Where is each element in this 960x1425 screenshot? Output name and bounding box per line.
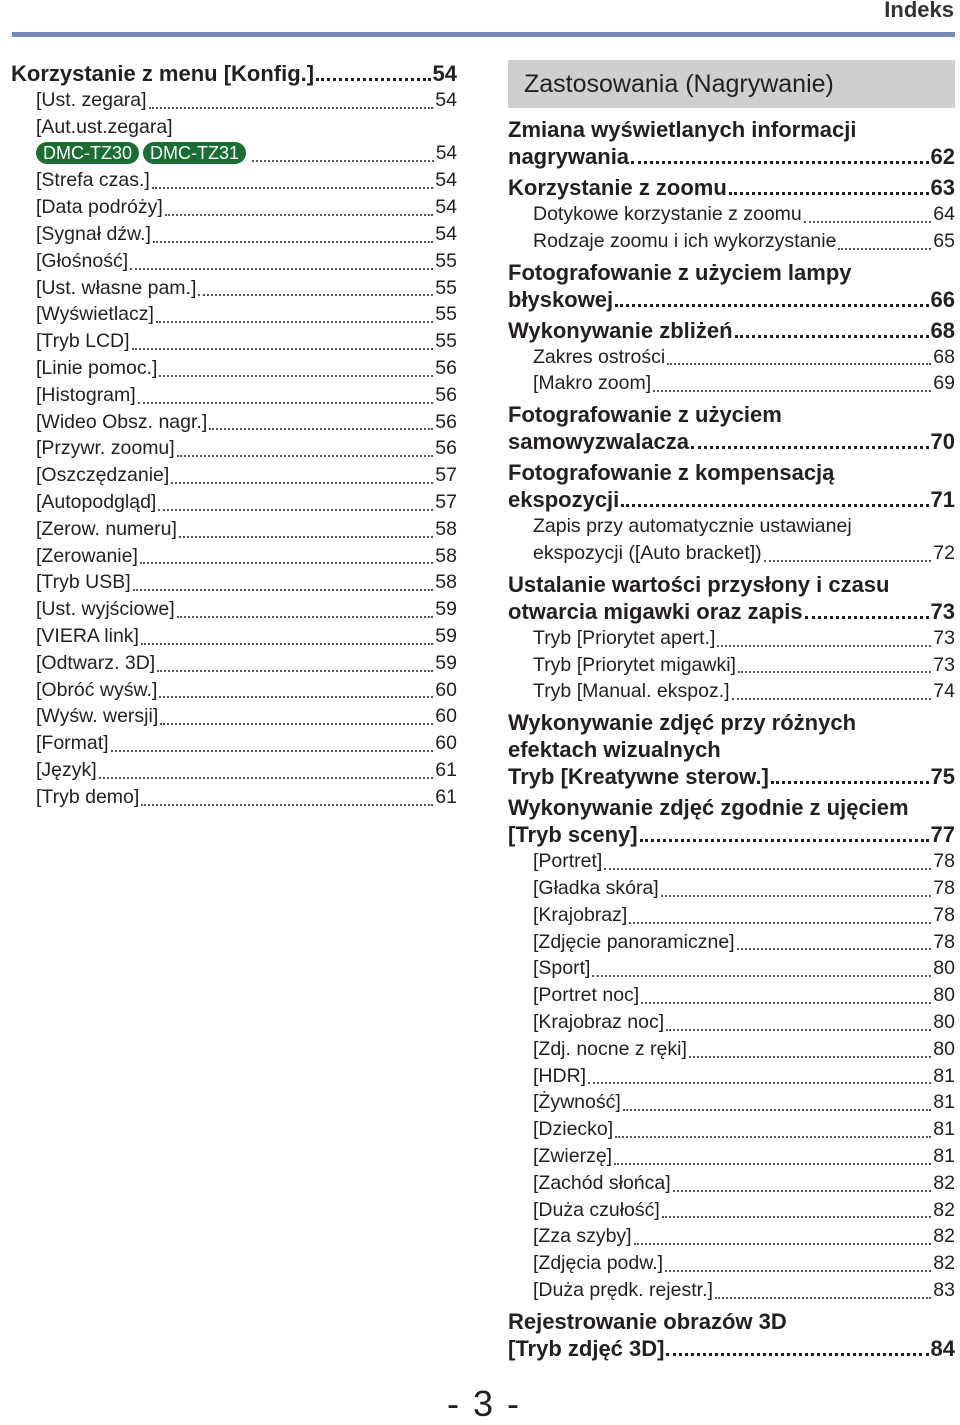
leader-dots — [737, 948, 932, 950]
toc-entry[interactable]: [Format] 60 — [36, 732, 457, 755]
leader-dots — [764, 560, 932, 562]
toc-entry[interactable]: [Zdjęcie panoramiczne] 78 — [533, 930, 955, 953]
leader-dots — [631, 161, 928, 164]
leader-dots — [667, 363, 931, 365]
toc-entry[interactable]: [Linie pomoc.] 56 — [36, 356, 457, 379]
toc-entry[interactable]: [Wyśw. wersji] 60 — [36, 705, 457, 728]
toc-entry[interactable]: [Portret] 78 — [533, 850, 955, 873]
section-header: Zastosowania (Nagrywanie) — [508, 60, 955, 108]
toc-entry-aperture-shutter[interactable]: otwarcia migawki oraz zapis 73 — [508, 598, 955, 624]
toc-entry[interactable]: [Ust. własne pam.] 55 — [36, 276, 457, 299]
leader-dots — [653, 390, 931, 392]
leader-dots — [177, 616, 434, 618]
toc-entry[interactable]: [Dziecko] 81 — [533, 1118, 955, 1141]
leader-dots — [159, 696, 433, 698]
toc-entry[interactable]: [Zdjęcia podw.] 82 — [533, 1252, 955, 1275]
toc-entry[interactable]: [Przywr. zoomu] 56 — [36, 437, 457, 460]
toc-entry[interactable]: [Autopodgląd] 57 — [36, 490, 457, 513]
toc-entry[interactable]: [Zza szyby] 82 — [533, 1225, 955, 1248]
leader-dots — [130, 268, 433, 270]
leader-dots — [666, 1029, 931, 1031]
leader-dots — [158, 509, 433, 511]
leader-dots — [588, 1082, 931, 1084]
leader-dots — [804, 221, 932, 223]
toc-entry-exposure-comp[interactable]: ekspozycji 71 — [508, 487, 955, 513]
leader-dots — [715, 1297, 931, 1299]
leader-dots — [640, 839, 929, 842]
toc-entry[interactable]: Tryb [Priorytet migawki] 73 — [533, 653, 955, 676]
leader-dots — [592, 975, 931, 977]
leader-dots — [771, 781, 929, 784]
toc-subentry-auto-bracket[interactable]: ekspozycji ([Auto bracket]) 72 — [533, 541, 955, 564]
leader-dots — [735, 335, 929, 338]
toc-entry[interactable]: [Gładka skóra] 78 — [533, 876, 955, 899]
toc-entry-line: Rejestrowanie obrazów 3D — [508, 1308, 787, 1334]
toc-entry[interactable]: [Duża prędk. rejestr.] 83 — [533, 1278, 955, 1301]
toc-entry-konfig-menu[interactable]: Korzystanie z menu [Konfig.] 54 — [11, 61, 457, 86]
toc-entry[interactable]: [Portret noc] 80 — [533, 984, 955, 1007]
page-number: - 3 - — [447, 1383, 522, 1424]
leader-dots — [153, 241, 433, 243]
leader-dots — [615, 1136, 931, 1138]
toc-entry[interactable]: [Tryb USB] 58 — [36, 571, 457, 594]
toc-entry[interactable]: Zakres ostrości 68 — [533, 345, 955, 368]
leader-dots — [689, 1056, 931, 1058]
toc-entry[interactable]: [Wideo Obsz. nagr.] 56 — [36, 410, 457, 433]
toc-entry-line: Ustalanie wartości przysłony i czasu — [508, 571, 890, 597]
toc-entry[interactable]: Tryb [Manual. ekspoz.] 74 — [533, 680, 955, 703]
leader-dots — [666, 1353, 928, 1356]
toc-entry[interactable]: [Zwierzę] 81 — [533, 1144, 955, 1167]
toc-entry[interactable]: [Język] 61 — [36, 758, 457, 781]
scene-subentries — [508, 848, 955, 1304]
toc-entry[interactable]: [Zachód słońca] 82 — [533, 1171, 955, 1194]
toc-entry[interactable]: [Makro zoom] 69 — [533, 372, 955, 395]
toc-entry[interactable]: [Oszczędzanie] 57 — [36, 464, 457, 487]
leader-dots — [160, 723, 433, 725]
toc-entry-creative-control[interactable]: Tryb [Kreatywne sterow.] 75 — [508, 764, 955, 790]
toc-entry[interactable]: Dotykowe korzystanie z zoomu 64 — [533, 203, 955, 225]
leader-dots — [634, 1243, 932, 1245]
toc-entry[interactable]: [Aut.ust.zegara] — [36, 115, 173, 138]
toc-entry[interactable]: [Strefa czas.] 54 — [36, 169, 457, 192]
left-column — [11, 60, 457, 811]
toc-entry-models[interactable]: DMC-TZ30 DMC-TZ31 54 — [11, 141, 457, 168]
toc-entry[interactable]: [Data podróży] 54 — [36, 196, 457, 219]
leader-dots — [621, 504, 928, 507]
leader-dots — [316, 78, 430, 81]
leader-dots — [732, 698, 932, 700]
toc-entry[interactable]: [Sygnał dźw.] 54 — [36, 222, 457, 245]
toc-entry-line: Wykonywanie zdjęć zgodnie z ujęciem — [508, 795, 909, 821]
toc-entry[interactable]: [Sport] 80 — [533, 957, 955, 980]
toc-entry[interactable]: Tryb [Priorytet apert.] 73 — [533, 626, 955, 649]
toc-entry-line: Zmiana wyświetlanych informacji — [508, 117, 857, 142]
toc-entry[interactable]: [Wyświetlacz] 55 — [36, 303, 457, 326]
toc-entry[interactable]: [Tryb LCD] 55 — [36, 330, 457, 353]
leader-dots — [198, 294, 433, 296]
toc-entry-self-timer[interactable]: samowyzwalacza 70 — [508, 429, 955, 455]
toc-entry[interactable]: [Ust. zegara] 54 — [36, 89, 457, 111]
toc-entry[interactable]: [Zdj. nocne z ręki] 80 — [533, 1037, 955, 1060]
leader-dots — [171, 482, 433, 484]
toc-entry[interactable]: [Odtwarz. 3D] 59 — [36, 651, 457, 674]
model-badge: DMC-TZ31 — [143, 142, 246, 164]
leader-dots — [805, 616, 929, 619]
toc-entry-scene-mode[interactable]: [Tryb sceny] 77 — [508, 822, 955, 848]
toc-entry[interactable]: [Tryb demo] 61 — [36, 785, 457, 808]
leader-dots — [691, 446, 929, 449]
leader-dots — [604, 868, 931, 870]
leader-dots — [141, 804, 433, 806]
zoom-subentries — [508, 201, 955, 255]
leader-dots — [165, 214, 433, 216]
leader-dots — [209, 428, 433, 430]
toc-entry-line: Fotografowanie z kompensacją — [508, 460, 835, 486]
leader-dots — [138, 402, 434, 404]
toc-entry-line: Fotografowanie z użyciem — [508, 402, 782, 428]
toc-entry[interactable]: [Krajobraz] 78 — [533, 903, 955, 926]
closeup-subentries — [508, 344, 955, 398]
toc-entry[interactable]: [Zerow. numeru] 58 — [36, 517, 457, 540]
leader-dots — [615, 304, 928, 307]
leader-dots — [614, 1163, 931, 1165]
leader-dots — [252, 160, 434, 162]
leader-dots — [661, 895, 932, 897]
leader-dots — [665, 1270, 931, 1272]
toc-entry-flash[interactable]: błyskowej 66 — [508, 286, 955, 312]
leader-dots — [662, 1216, 931, 1218]
toc-entry[interactable]: [HDR] 81 — [533, 1064, 955, 1087]
leader-dots — [152, 187, 434, 189]
leader-dots — [177, 455, 434, 457]
toc-entry[interactable]: [Głośność] 55 — [36, 249, 457, 272]
toc-entry[interactable]: [Zerowanie] 58 — [36, 544, 457, 567]
leader-dots — [133, 589, 434, 591]
toc-entry-zoom[interactable]: Korzystanie z zoomu 63 — [508, 175, 955, 200]
leader-dots — [717, 645, 931, 647]
toc-entry[interactable]: [Duża czułość] 82 — [533, 1198, 955, 1221]
leader-dots — [111, 750, 434, 752]
settings-list — [11, 167, 457, 810]
right-column — [508, 60, 955, 1362]
toc-entry[interactable]: Rodzaje zoomu i ich wykorzystanie 65 — [533, 229, 955, 252]
header-title: Indeks — [884, 0, 954, 22]
toc-entry-3d-mode[interactable]: [Tryb zdjęć 3D] 84 — [508, 1335, 955, 1361]
leader-dots — [156, 321, 433, 323]
leader-dots — [629, 922, 931, 924]
header-rule — [12, 32, 955, 37]
leader-dots — [838, 248, 931, 250]
toc-entry-display-info[interactable]: nagrywania 62 — [508, 144, 955, 169]
leader-dots — [673, 1190, 932, 1192]
toc-entry-closeup[interactable]: Wykonywanie zbliżeń 68 — [508, 317, 955, 343]
leader-dots — [623, 1109, 932, 1111]
leader-dots — [179, 536, 433, 538]
aperture-subentries — [508, 625, 955, 705]
model-badge: DMC-TZ30 — [36, 142, 139, 164]
leader-dots — [157, 670, 433, 672]
toc-entry-line: Fotografowanie z użyciem lampy — [508, 259, 852, 285]
toc-entry-line: efektach wizualnych — [508, 737, 721, 763]
toc-subentry-line: Zapis przy automatycznie ustawianej — [533, 515, 852, 538]
leader-dots — [159, 375, 433, 377]
toc-entry[interactable]: [Obróć wyśw.] 60 — [36, 678, 457, 701]
leader-dots — [149, 107, 434, 109]
leader-dots — [140, 562, 433, 564]
toc-entry-line: Wykonywanie zdjęć przy różnych — [508, 710, 857, 736]
toc-entry[interactable]: [Ust. wyjściowe] 59 — [36, 598, 457, 621]
leader-dots — [141, 643, 433, 645]
toc-entry[interactable]: [Krajobraz noc] 80 — [533, 1010, 955, 1033]
toc-entry[interactable]: [Histogram] 56 — [36, 383, 457, 406]
leader-dots — [132, 348, 434, 350]
leader-dots — [641, 1002, 931, 1004]
toc-entry[interactable]: [Żywność] 81 — [533, 1091, 955, 1114]
leader-dots — [738, 671, 931, 673]
leader-dots — [729, 192, 929, 195]
leader-dots — [99, 777, 434, 779]
toc-entry[interactable]: [VIERA link] 59 — [36, 624, 457, 647]
